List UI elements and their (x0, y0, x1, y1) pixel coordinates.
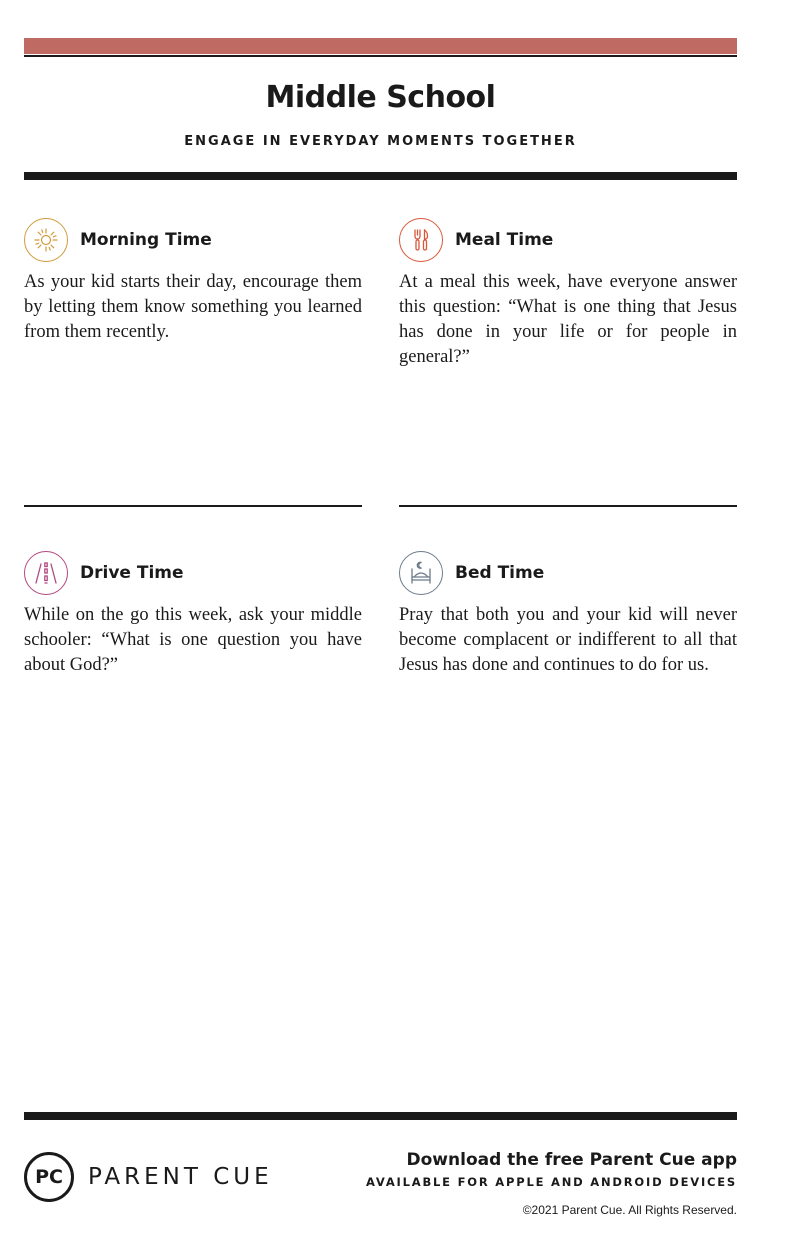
section-divider-right (399, 505, 737, 507)
section-title: Morning Time (80, 230, 212, 250)
section-title: Drive Time (80, 563, 184, 583)
parent-cue-logo (24, 1152, 273, 1202)
fork-knife-icon (399, 218, 443, 262)
section-body: At a meal this week, have everyone answer this question: “What is one thing that Jesus has done in your life or for people in general?” (399, 272, 737, 367)
section-body: While on the go this week, ask your middle schooler: “What is one question you have about God?” (24, 605, 362, 675)
section-body: Pray that both you and your kid will never become complacent or indifferent to all that Jesus has done and continues to do for us. (399, 605, 737, 675)
section-drive-time (24, 549, 362, 678)
section-header (24, 216, 362, 264)
section-header (24, 549, 362, 597)
footer-divider (24, 1112, 737, 1120)
section-divider-left (24, 505, 362, 507)
download-app-text: Download the free Parent Cue app (406, 1150, 737, 1170)
bed-moon-icon (399, 551, 443, 595)
copyright-text: ©2021 Parent Cue. All Rights Reserved. (522, 1203, 737, 1217)
page-subtitle: ENGAGE IN EVERYDAY MOMENTS TOGETHER (184, 134, 577, 149)
logo-mark: PC (24, 1152, 74, 1202)
header-accent-bar (24, 38, 737, 54)
available-devices-text: AVAILABLE FOR APPLE AND ANDROID DEVICES (366, 1175, 737, 1189)
section-header (399, 216, 737, 264)
section-header (399, 549, 737, 597)
section-morning-time (24, 216, 362, 345)
footer-app-info (366, 1150, 737, 1217)
page-title: Middle School (265, 80, 496, 115)
road-icon (24, 551, 68, 595)
section-meal-time (399, 216, 737, 370)
header-accent-rule (24, 55, 737, 57)
section-bed-time (399, 549, 737, 678)
header-divider (24, 172, 737, 180)
sun-icon (24, 218, 68, 262)
logo-text: PARENT CUE (88, 1164, 273, 1190)
section-title: Bed Time (455, 563, 545, 583)
section-body: As your kid starts their day, encourage them by letting them know something you learned from them recently. (24, 272, 362, 342)
section-title: Meal Time (455, 230, 554, 250)
